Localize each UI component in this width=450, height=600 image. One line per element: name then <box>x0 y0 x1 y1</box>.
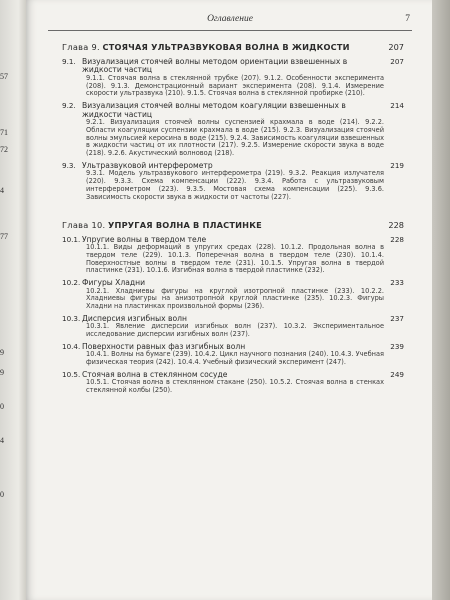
section-number: 9.1. <box>62 57 76 66</box>
left-page-edge <box>0 0 26 600</box>
section-title: Визуализация стоячей волны методом ориентации взвешенных в жидкости частиц <box>82 57 348 75</box>
section-page: 237 <box>390 313 404 323</box>
section-title: Ультразвуковой интерферометр <box>82 161 213 170</box>
left-page-fragment: 4 <box>0 186 4 195</box>
subsection-list: 10.4.1. Волны на бумаге (239). 10.4.2. Цикл научного познания (240). 10.4.3. Учебная физическая теория (242). 10.4.4. Учебный физический эксперимент (247). <box>86 350 384 367</box>
left-page-fragment: 77 <box>0 232 8 241</box>
section-page: 233 <box>390 278 404 288</box>
left-page-fragment: 71 <box>0 128 8 137</box>
section-page: 249 <box>390 369 404 379</box>
section-title: Упругие волны в твердом теле <box>82 234 207 244</box>
section-number: 9.3. <box>62 161 76 170</box>
section-page: 219 <box>390 161 404 170</box>
subsection-list: 10.3.1. Явление дисперсии изгибных волн (237). 10.3.2. Экспериментальное исследование дисперсии изгибных волн (237). <box>86 322 384 339</box>
section-number: 9.2. <box>62 101 76 111</box>
section-number: 10.4. <box>62 341 81 351</box>
section-page: 214 <box>390 101 404 111</box>
chapter-label: Глава 10. <box>62 219 106 230</box>
left-page-fragment: 57 <box>0 72 8 81</box>
table-of-contents <box>62 42 404 395</box>
chapter-title: УПРУГАЯ ВОЛНА В ПЛАСТИНКЕ <box>108 219 262 230</box>
left-page-fragment: 9 <box>0 348 4 357</box>
chapter-page: 228 <box>388 219 404 230</box>
header-title: Оглавление <box>207 14 253 24</box>
section-title: Стоячая волна в стеклянном сосуде <box>82 369 228 379</box>
subsection-list: 10.5.1. Стоячая волна в стеклянном стакане (250). 10.5.2. Стоячая волна в стенках стеклянной колбы (250). <box>86 378 384 395</box>
chapter-label: Глава 9. <box>62 42 100 52</box>
left-page-fragment: 72 <box>0 145 8 154</box>
left-page-fragment: 0 <box>0 490 4 499</box>
section-number: 10.3. <box>62 313 81 323</box>
header-page-number: 7 <box>405 14 410 24</box>
book-page <box>26 0 432 600</box>
section-title: Дисперсия изгибных волн <box>82 313 187 323</box>
left-page-fragment: 0 <box>0 402 4 411</box>
subsection-list: 9.2.1. Визуализация стоячей волны суспензией крахмала в воде (214). 9.2.2. Области коагуляции суспензии крахмала в воде (215). 9.2.3. Визуализация стоячей волны эмульсией керосина в воде (215). 9.2.4. Зависимость коагуляции взвешенных в жидкости частиц от их плотности (217). 9.2.5. Измерение скорости звука в воде (218). 9.2.6. Акустический волновод (218). <box>86 118 384 158</box>
chapter-page: 207 <box>388 42 404 52</box>
section-page: 239 <box>390 341 404 351</box>
section-page: 228 <box>390 234 404 244</box>
subsection-list: 10.1.1. Виды деформаций в упругих средах (228). 10.1.2. Продольная волна в твердом теле (229). 10.1.3. Поперечная волна в твердом теле (230). 10.1.4. Поверхностные волны в твердом теле (231). 10.1.5. Упругая волна в твердой пластинке (231). 10.1.6. Изгибная волна в твердой пластинке (232). <box>86 243 384 275</box>
subsection-list: 9.1.1. Стоячая волна в стеклянной трубке (207). 9.1.2. Особенности эксперимента (208). 9.1.3. Демонстрационный вариант эксперимента (208). 9.1.4. Измерение скорости ультразвука (210). 9.1.5. Стоячая волна в стеклянной пробирке (210). <box>86 73 384 98</box>
section-title: Фигуры Хладни <box>82 278 146 288</box>
page-edge-shadow <box>432 0 450 600</box>
section-number: 10.1. <box>62 234 81 244</box>
section-title: Визуализация стоячей волны методом коагуляции взвешенных в жидкости частиц <box>82 101 346 119</box>
section-entry <box>62 58 404 75</box>
left-page-fragment: 9 <box>0 368 4 377</box>
chapter-heading <box>62 220 404 230</box>
section-number: 10.2. <box>62 278 81 288</box>
section-number: 10.5. <box>62 369 81 379</box>
section-title: Поверхности равных фаз изгибных волн <box>82 341 246 351</box>
left-page-fragment: 4 <box>0 436 4 445</box>
running-header <box>48 14 412 31</box>
chapter-heading <box>62 42 404 52</box>
section-entry <box>62 102 404 119</box>
section-page: 207 <box>390 57 404 66</box>
chapter-title: СТОЯЧАЯ УЛЬТРАЗВУКОВАЯ ВОЛНА В ЖИДКОСТИ <box>102 42 350 52</box>
subsection-list: 9.3.1. Модель ультразвукового интерферометра (219). 9.3.2. Реакция излучателя (220). 9.3.3. Схема компенсации (222). 9.3.4. Работа с ультразвуковым интерферометром (223). 9.3.5. Мостовая схема компенсации (225). 9.3.6. Зависимость скорости звука в жидкости от частоты (227). <box>86 169 384 201</box>
subsection-list: 10.2.1. Хладниевы фигуры на круглой изотропной пластинке (233). 10.2.2. Хладниевы фигуры на анизотропной круглой пластинке (235). 10.2.3. Фигуры Хладни на пластинках произвольной формы (236). <box>86 286 384 311</box>
